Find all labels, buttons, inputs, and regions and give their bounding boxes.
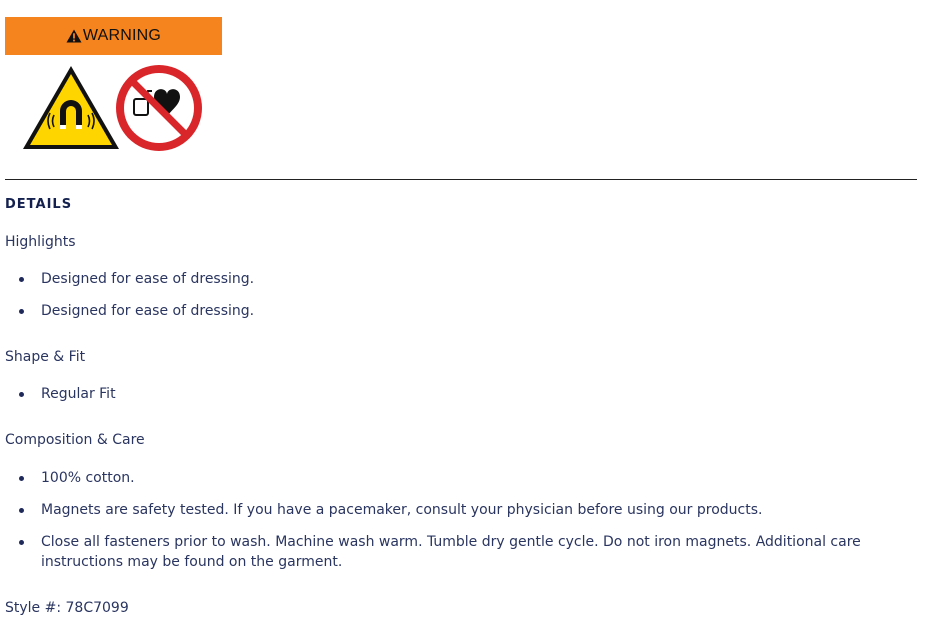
- list-item: Regular Fit: [5, 384, 917, 404]
- list-item: Magnets are safety tested. If you have a pacemaker, consult your physician before using our products.: [5, 500, 917, 520]
- highlights-heading: Highlights: [5, 234, 76, 250]
- highlights-list: [5, 269, 917, 333]
- warning-banner: [5, 17, 222, 55]
- composition-care-heading: Composition & Care: [5, 432, 145, 448]
- style-number: Style #: 78C7099: [5, 600, 129, 616]
- list-item: 100% cotton.: [5, 468, 917, 488]
- shape-fit-heading: Shape & Fit: [5, 349, 86, 365]
- list-item: Close all fasteners prior to wash. Machine wash warm. Tumble dry gentle cycle. Do not iron magnets. Additional care instructions may be found on the garment.: [5, 532, 917, 572]
- list-item: Designed for ease of dressing.: [5, 301, 917, 321]
- safety-symbols: [22, 63, 206, 155]
- warning-label: WARNING: [82, 27, 162, 44]
- list-item: Designed for ease of dressing.: [5, 269, 917, 289]
- no-pacemaker-icon: [116, 65, 202, 151]
- warning-triangle-icon: [66, 29, 82, 43]
- magnetic-field-warning-icon: [23, 66, 119, 149]
- section-divider: [5, 179, 917, 180]
- shape-fit-list: [5, 384, 917, 416]
- composition-care-list: [5, 468, 917, 584]
- details-title: DETAILS: [5, 197, 73, 212]
